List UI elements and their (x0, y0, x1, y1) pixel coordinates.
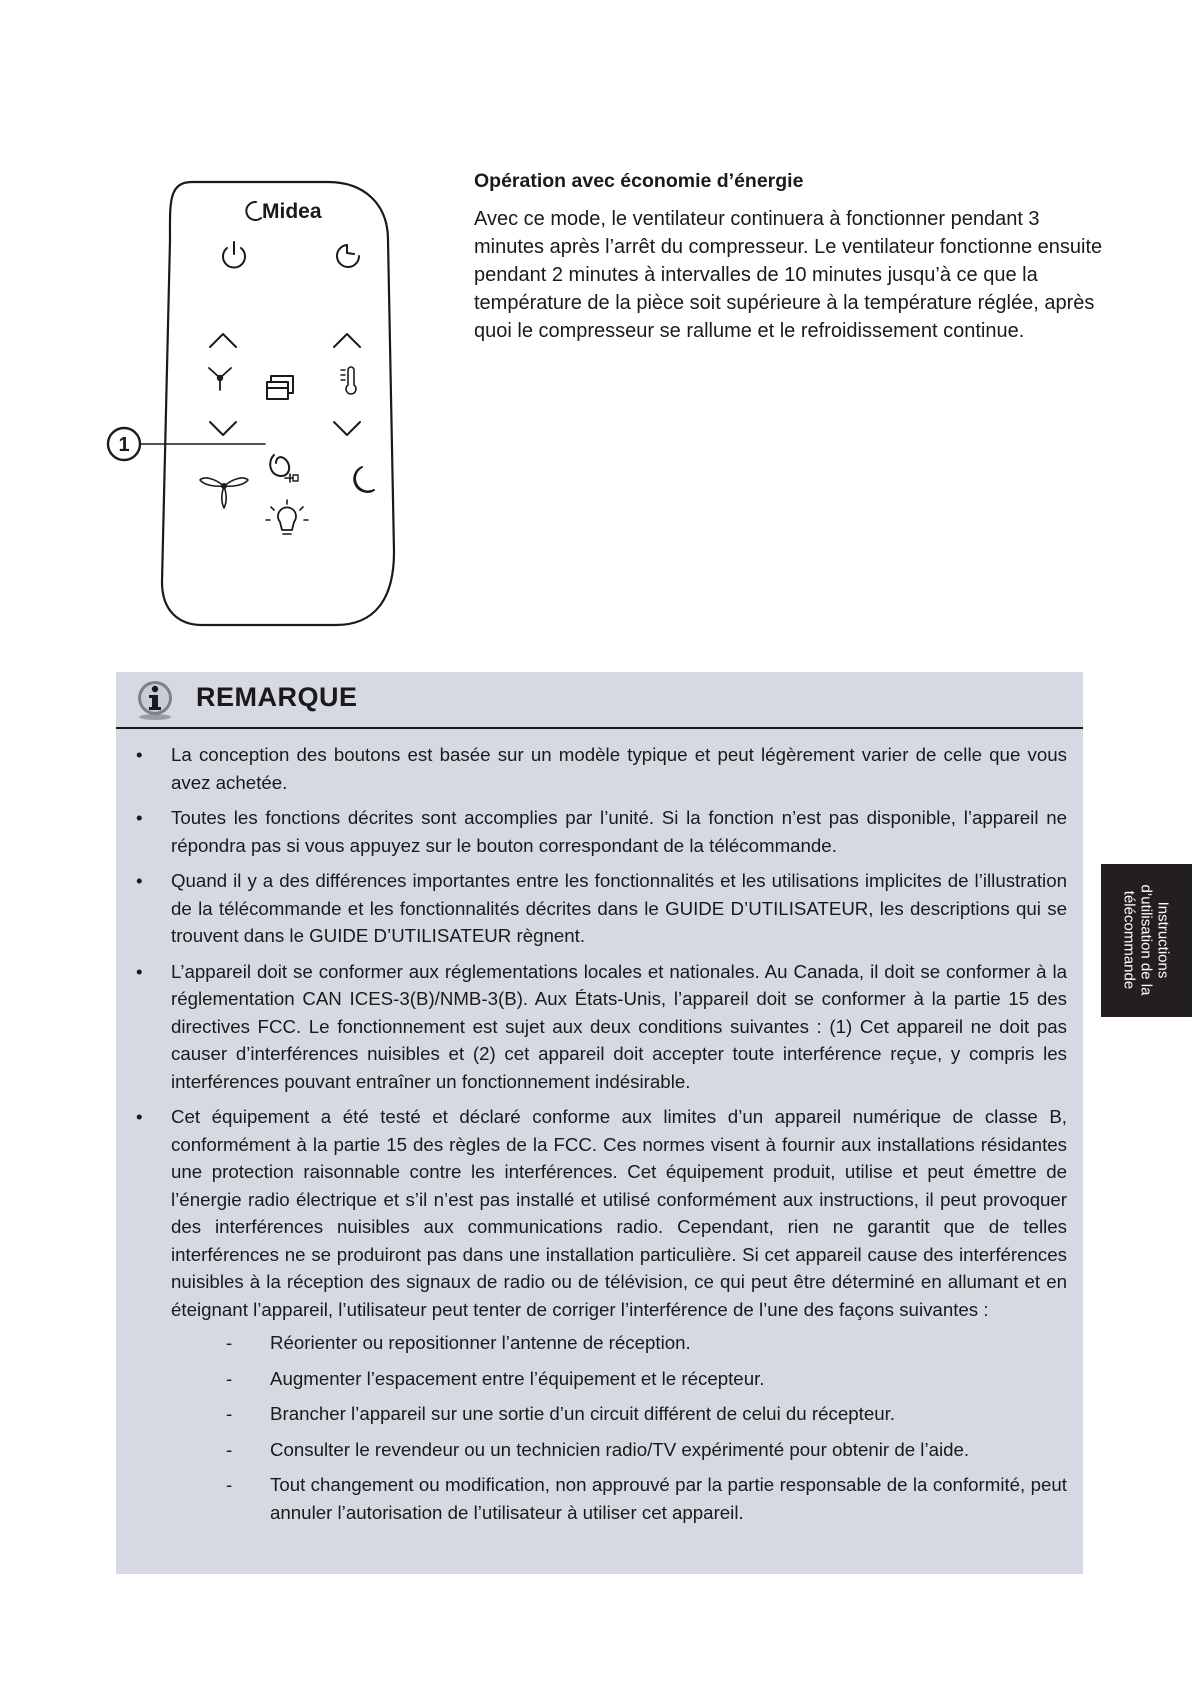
sleep-icon (354, 467, 374, 492)
sub-list-item-text: Tout changement ou modification, non approuvé par la partie responsable de la conformité, peut annuler l’autorisation de l’utilisateur à utiliser cet appareil. (270, 1474, 1067, 1523)
sub-list-item (171, 1329, 1067, 1357)
remote-illustration (104, 180, 444, 640)
eco-icon (270, 455, 298, 482)
temp-up-icon (334, 334, 360, 347)
list-item (116, 867, 1067, 950)
side-tab-line: Instructions (1154, 901, 1172, 979)
sub-list-item-text: Réorienter ou repositionner l’antenne de réception. (270, 1332, 691, 1353)
list-item (116, 1103, 1067, 1526)
dash-mark: - (226, 1438, 233, 1460)
energy-body: Avec ce mode, le ventilateur continuera à fonctionner pendant 3 minutes après l’arrêt du compresseur. Le ventilateur fonctionne ensuite pendant 2 minutes à intervalles de 10 minutes jusqu’à ce que la température de la pièce soit supérieure à la température réglée, après quoi le compresseur se rallume et le refroidissement continue. (474, 208, 1103, 342)
dash-mark: - (226, 1474, 233, 1495)
info-icon (136, 679, 174, 721)
callout-1 (108, 428, 265, 460)
sub-list-item (171, 1400, 1067, 1428)
list-item (116, 958, 1067, 1096)
list-item-text: Quand il y a des différences importantes entre les fonctionnalités et les utilisations implicites de l’illustration de la télécommande et les fonctionnalités décrites dans le GUIDE D’UTILISATEUR, les descriptions qui se trouvent dans le GUIDE D’UTILISATEUR règnent. (171, 870, 1067, 946)
temp-down-icon (334, 422, 360, 435)
list-item-text: La conception des boutons est basée sur un modèle typique et peut légèrement varier de celle que vous avez achetée. (171, 744, 1067, 793)
note-box (116, 672, 1083, 1574)
list-item (116, 804, 1067, 859)
midea-logo (246, 200, 321, 223)
timer-icon (337, 245, 359, 267)
sub-list-item-text: Augmenter l’espacement entre l’équipement et le récepteur. (270, 1367, 765, 1389)
sub-list-item (171, 1436, 1067, 1464)
mode-icon (267, 376, 293, 399)
note-title: REMARQUE (196, 682, 358, 712)
bullet-mark: • (136, 744, 143, 765)
sub-list-item-text: Consulter le revendeur ou un technicien radio/TV expérimenté pour obtenir de l’aide. (270, 1438, 970, 1460)
sub-list (171, 1329, 1067, 1526)
side-tab-line: télécommande (1120, 890, 1138, 990)
sub-list-item (171, 1365, 1067, 1393)
sub-list-item (171, 1471, 1067, 1526)
dash-mark: - (226, 1332, 233, 1353)
bullet-mark: • (136, 870, 143, 891)
fan-icon (209, 368, 231, 390)
bullet-mark: • (136, 807, 143, 828)
swing-fan-icon (200, 478, 248, 508)
thermometer-icon (341, 367, 356, 394)
energy-heading: Opération avec économie d’énergie (474, 170, 804, 192)
bullet-mark: • (136, 1106, 143, 1127)
list-item (116, 741, 1067, 796)
bullet-mark: • (136, 960, 143, 982)
list-item-text: Cet équipement a été testé et déclaré conforme aux limites d’un appareil numérique de classe B, conformément à la partie 15 des règles de la FCC. Ces normes visent à fournir aux installations résidantes une protection raisonnable contre les interférences. Cet équipement produit, utilise et peut émettre de l’énergie radio électrique et s’il n’est pas installé et utilisé conformément aux instructions, il peut provoquer des interférences nuisibles aux communications radio. Cependant, rien ne garantit que de telles interférences ne se produiront pas dans une installation particulière. Si cet appareil cause des interférences nuisibles à la réception des signaux de radio ou de télévision, ce qui peut être déterminé en allumant et en éteignant l’appareil, l’utilisateur peut tenter de corriger l’interférence de l’une des façons suivantes : (171, 1106, 1067, 1320)
sub-list-item-text: Brancher l’appareil sur une sortie d’un circuit différent de celui du récepteur. (270, 1403, 895, 1424)
side-tab-label (1121, 885, 1172, 996)
svg-text:Midea: Midea (262, 200, 322, 223)
svg-text:1: 1 (118, 434, 130, 456)
dash-mark: - (226, 1367, 233, 1389)
section-side-tab (1101, 864, 1192, 1017)
light-icon (266, 500, 308, 534)
list-item-text: Toutes les fonctions décrites sont accomplies par l’unité. Si la fonction n’est pas disponible, l’appareil ne répondra pas si vous appuyez sur le bouton correspondant de la télécommande. (171, 807, 1067, 856)
remote-outline (162, 182, 394, 625)
note-header (116, 672, 1083, 729)
energy-section (474, 170, 1114, 345)
note-list (116, 729, 1083, 1526)
fan-speed-down-icon (210, 422, 236, 435)
fan-speed-up-icon (210, 334, 236, 347)
list-item-text: L’appareil doit se conformer aux réglementations locales et nationales. Au Canada, il doit se conformer à la réglementation CAN ICES-3(B)/NMB-3(B). Aux États-Unis, l’appareil doit se conformer à la partie 15 des directives FCC. Le fonctionnement est sujet aux deux conditions suivantes : (1) Cet appareil ne doit pas causer d’interférences nuisibles et (2) cet appareil doit accepter toute interférence reçue, y compris les interférences pouvant entraîner un fonctionnement indésirable. (171, 960, 1067, 1092)
dash-mark: - (226, 1403, 233, 1424)
power-icon (223, 242, 245, 267)
side-tab-line: d’utilisation de la (1137, 884, 1155, 996)
